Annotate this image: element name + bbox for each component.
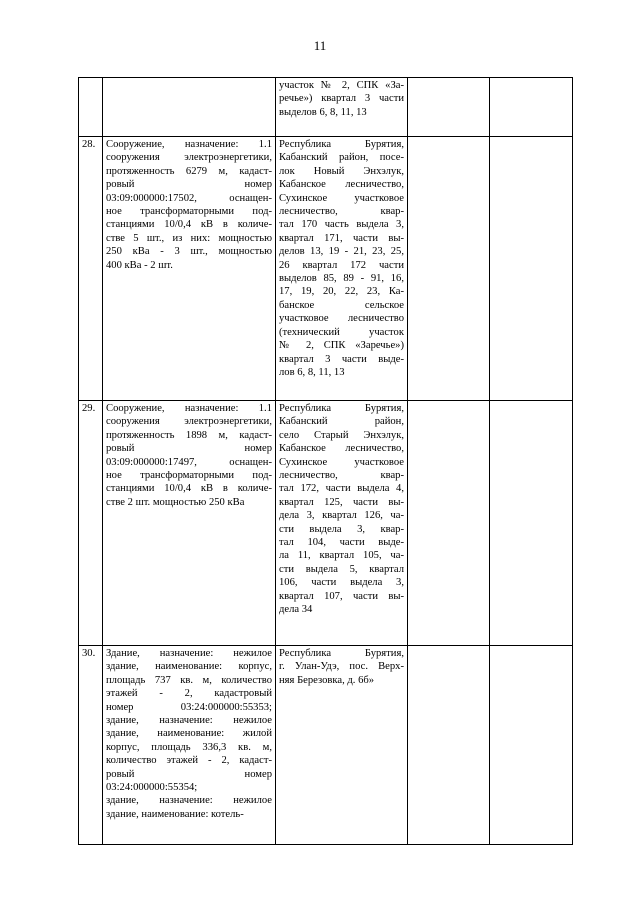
cell-text-line: ла 11, квартал 105, ча- bbox=[279, 550, 404, 562]
object-description bbox=[103, 137, 276, 401]
cell-text-line: лов 6, 8, 11, 13 bbox=[279, 366, 345, 378]
object-description bbox=[103, 78, 276, 137]
cell-text-line: (технический участок bbox=[279, 326, 404, 338]
object-description bbox=[103, 646, 276, 845]
cell-text-line: Здание, назначение: нежилое bbox=[106, 648, 272, 659]
cell-text-line: тал 104, части выде- bbox=[279, 537, 404, 549]
cell-text-line: Республика Бурятия, bbox=[279, 648, 404, 659]
page-number: 11 bbox=[313, 38, 327, 53]
cell-text-line: этажей - 2, кадастровый bbox=[106, 688, 272, 700]
cell-text-line: лесничество, квар- bbox=[279, 470, 404, 482]
cell-text-line: 26 квартал 172 части bbox=[279, 259, 404, 271]
cell-text-line: Республика Бурятия, bbox=[279, 139, 404, 150]
cell-text-line: стве 2 шт. мощностью 250 кВа bbox=[106, 496, 245, 508]
cell-text-line: здание, наименование: жилой bbox=[106, 728, 272, 740]
empty-cell bbox=[408, 401, 490, 646]
cell-text-line: банское сельское bbox=[279, 299, 404, 311]
table-row bbox=[79, 646, 573, 845]
cell-text-line: номер 03:24:000000:55353; bbox=[106, 701, 272, 713]
cell-text-line: квартал 3 части выде- bbox=[279, 353, 404, 365]
cell-text-line: сти выдела 5, квартал bbox=[279, 563, 404, 575]
cell-text-line: ное трансформаторными под- bbox=[106, 206, 272, 218]
cell-text-line: ровый номер bbox=[106, 768, 272, 780]
empty-cell bbox=[408, 78, 490, 137]
cell-text-line: дела 34 bbox=[279, 604, 313, 616]
cell-text-line: здание, наименование: котель- bbox=[106, 808, 244, 820]
empty-cell bbox=[490, 401, 573, 646]
empty-cell bbox=[490, 646, 573, 845]
cell-text-line: ное трансформаторными под- bbox=[106, 470, 272, 482]
cell-text-line: Кабанский район, посе- bbox=[279, 152, 404, 164]
cell-text-line: Кабанский район, bbox=[279, 416, 404, 428]
cell-text-line: 400 кВа - 2 шт. bbox=[106, 259, 173, 271]
cell-text-line: квартал 125, части вы- bbox=[279, 496, 404, 508]
table-row bbox=[79, 401, 573, 646]
cell-text-line: Сооружение, назначение: 1.1 bbox=[106, 403, 272, 414]
cell-text-line: 03:09:000000:17497, оснащен- bbox=[106, 456, 272, 468]
cell-text-line: участковое лесничество bbox=[279, 313, 404, 325]
object-description bbox=[103, 401, 276, 646]
cell-text-line: г. Улан-Удэ, пос. Верх- bbox=[279, 661, 404, 673]
cell-text-line: няя Березовка, д. 6б» bbox=[279, 674, 375, 686]
table-row bbox=[79, 137, 573, 401]
cell-text-line: здание, назначение: нежилое bbox=[106, 795, 272, 807]
cell-text-line: 250 кВа - 3 шт., мощностью bbox=[106, 246, 272, 258]
cell-text-line: ровый номер bbox=[106, 443, 272, 455]
cell-text-line: корпус, площадь 336,3 кв. м, bbox=[106, 741, 272, 753]
cell-text-line: Кабанское лесничество, bbox=[279, 443, 404, 455]
cell-text-line: участок № 2, СПК «За- bbox=[279, 80, 404, 91]
cell-text-line: делов 13, 19 - 21, 23, 25, bbox=[279, 246, 404, 258]
cell-text-line: дела 3, квартал 126, ча- bbox=[279, 510, 404, 522]
cell-text-line: Сухинское участковое bbox=[279, 456, 404, 468]
cell-text-line: станциями 10/0,4 кВ в количе- bbox=[106, 219, 272, 231]
row-number bbox=[79, 78, 103, 137]
cell-text-line: лок Новый Энхэлук, bbox=[279, 165, 404, 177]
cell-text-line: Кабанское лесничество, bbox=[279, 179, 404, 191]
cell-text-line: выделов 6, 8, 11, 13 bbox=[279, 106, 367, 118]
cell-text-line: здание, назначение: нежилое bbox=[106, 715, 272, 727]
cell-text-line: Республика Бурятия, bbox=[279, 403, 404, 414]
cell-text-line: протяженность 1898 м, кадаст- bbox=[106, 429, 272, 441]
object-address bbox=[276, 401, 408, 646]
table-row bbox=[79, 78, 573, 137]
cell-text-line: Сооружение, назначение: 1.1 bbox=[106, 139, 272, 150]
empty-cell bbox=[490, 137, 573, 401]
cell-text-line: сти выдела 3, квар- bbox=[279, 523, 404, 535]
cell-text-line: 106, части выдела 3, bbox=[279, 577, 404, 589]
cell-text-line: станциями 10/0,4 кВ в количе- bbox=[106, 483, 272, 495]
cell-text-line: тал 170 часть выдела 3, bbox=[279, 219, 404, 231]
cell-text-line: сооружения электроэнергетики, bbox=[106, 152, 272, 164]
empty-cell bbox=[490, 78, 573, 137]
cell-text-line: 17, 19, 20, 22, 23, Ка- bbox=[279, 286, 404, 298]
cell-text-line: количество этажей - 2, кадаст- bbox=[106, 755, 272, 767]
cell-text-line: площадь 737 кв. м, количество bbox=[106, 674, 272, 686]
cell-text-line: ровый номер bbox=[106, 179, 272, 191]
row-number: 29. bbox=[79, 401, 103, 646]
cell-text-line: стве 5 шт., из них: мощностью bbox=[106, 232, 272, 244]
object-address bbox=[276, 137, 408, 401]
object-address bbox=[276, 78, 408, 137]
object-address bbox=[276, 646, 408, 845]
empty-cell bbox=[408, 137, 490, 401]
cell-text-line: тал 172, части выдела 4, bbox=[279, 483, 404, 495]
cell-text-line: 03:24:000000:55354; bbox=[106, 782, 198, 794]
cell-text-line: протяженность 6279 м, кадаст- bbox=[106, 165, 272, 177]
cell-text-line: Сухинское участковое bbox=[279, 192, 404, 204]
cell-text-line: квартал 107, части вы- bbox=[279, 590, 404, 602]
cell-text-line: 03:09:000000:17502, оснащен- bbox=[106, 192, 272, 204]
row-number: 30. bbox=[79, 646, 103, 845]
cell-text-line: № 2, СПК «Заречье») bbox=[279, 340, 404, 352]
empty-cell bbox=[408, 646, 490, 845]
row-number: 28. bbox=[79, 137, 103, 401]
cell-text-line: квартал 171, части вы- bbox=[279, 232, 404, 244]
cell-text-line: село Старый Энхэлук, bbox=[279, 429, 404, 441]
cell-text-line: выделов 85, 89 - 91, 16, bbox=[279, 273, 404, 285]
cell-text-line: здание, наименование: корпус, bbox=[106, 661, 272, 673]
cell-text-line: речье») квартал 3 части bbox=[279, 93, 404, 105]
cell-text-line: лесничество, квар- bbox=[279, 206, 404, 218]
cell-text-line: сооружения электроэнергетики, bbox=[106, 416, 272, 428]
property-table bbox=[78, 77, 573, 845]
